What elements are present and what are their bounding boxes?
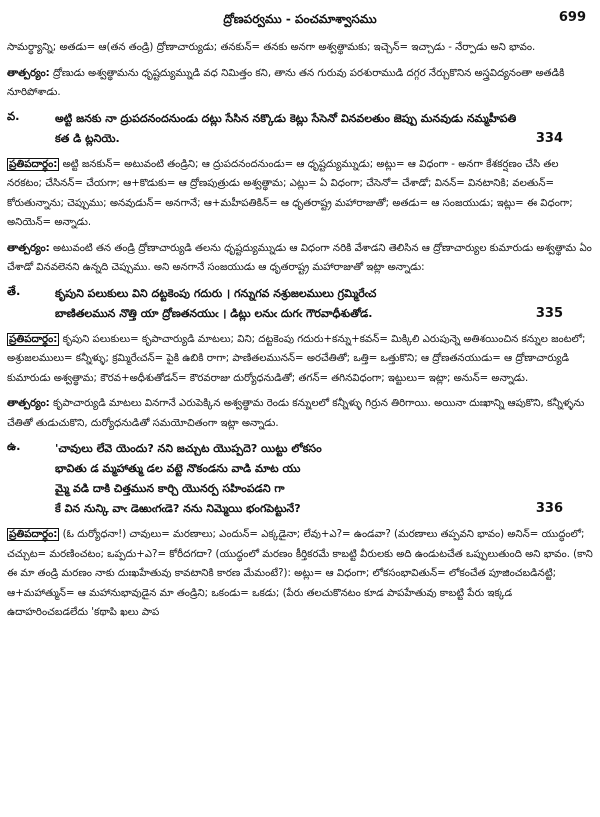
verse-number: 336 — [535, 501, 563, 516]
commentary-summary — [7, 64, 593, 103]
verse-line: కృపుని పలుకులు విని దట్టకెంపు గదురు । గన్నుగవ నశ్రుజలములు గ్రమ్మిరేఁచ — [55, 286, 377, 300]
word-meaning-text: (ఓ దుర్యోధనా!) చావులు= మరణాలు; ఎందున్= ఎక్కడైనా; లేవు+ఎ?= ఉండవా? (మరణాలు తప్పవని భావం) అనిన్= యుద్ధంలో; చచ్చుట= మరణించటం; ఒప్పదు+ఎ?= కోరీదగదా? (యుద్ధంలో మరణం కీర్తికరమే కాబట్టి వీరులకు అది ఉండుటచేత ఒప్పులుతుంది అని భావం. (కాని ఈ మా తండ్రి మరణం నాకు దుఃఖహేతువు కావటానికి కారణ మేమంటే?): అట్లు= ఆ విధంగా; లోకసంభావితున్= లోకంచేత పూజించబడినట్టి; ఆ+మహాత్మున్= ఆ మహానుభావుడైన మా తండ్రిని; ఒకండు= ఒకడు; (పేరు తలచుకొనటం కూడ పాపహేతువు కాబట్టి పేరు ఇక్కడ ఉదాహరించబడలేదు 'కథాపి ఖలు పాప — [7, 529, 593, 618]
verse-line: బాణితలమున నొత్తి యా ద్రోణతనయుఁ । డిట్లు లనుఁ దుగఁ గౌరవాధీశుతోడ. 335 — [55, 304, 593, 324]
word-meaning-text: అట్టి జనకున్= అటువంటి తండ్రిని; ఆ ద్రుపదనందనుండు= ఆ ధృష్టద్యుమ్నుడు; అట్లు= ఆ విధంగా - అనగా కేశకర్షణం చేసి తల నరకటం; చేసినన్= చేయగా; ఆ+కొడుకు= ఆ ద్రోణపుత్రుడు అశ్వత్థామ; ఎట్లు= ఏ విధంగా; చేసెనో= చేశాడో; వినన్= వినటానికి; వలతున్= కోరుతున్నాను; చెప్పుము; అనవుడున్= అనగానే; ఆ+మహీపతికిన్= ఆ ధృతరాష్ట్ర మహారాజుతో; అతడు= ఆ సంజయుడు; ఇట్లు= ఈ విధంగా; అనియెన్= అన్నాడు. — [7, 158, 573, 228]
word-meaning-text: కృపుని పలుకులు= కృపాచార్యుడి మాటలు; విని; దట్టకెంపు గదురు+కన్ను+కవన్= మిక్కిలి ఎరుపున్నె అతిశయించిన కన్నుల జంటలో; అశ్రుజలములు= కన్నీళ్ళు; క్రమ్మిరేఁచన్= పైకి ఉబికి రాగా; పాణితలమునన్= అరచేతితో; ఒత్తి= ఒత్తుకొని; ఆ ద్రోణతనయుడు= ఆ ద్రోణాచార్యుడి కుమారుడు అశ్వత్థామ; కౌరవ+అధీశుతోడన్= కౌరవరాజు దుర్యోధనుడితో; తగన్= తగినవిధంగా; ఇట్టులు= ఇట్లా; అనున్= అన్నాడు. — [7, 333, 586, 384]
word-meaning — [7, 155, 593, 233]
paragraph-continuation — [7, 38, 593, 58]
paragraph-text: సామర్థ్యాన్ని; అతడు= ఆ(తన తండ్రి) ద్రోణాచార్యుడు; తనకున్= తనకు అనగా అశ్వత్థామకు; ఇచ్చెన్= ఇచ్చాడు - నేర్పాడు అని భావం. — [7, 42, 536, 53]
word-meaning-label: ప్రతిపదార్థం: — [9, 158, 58, 170]
verse-number: 335 — [535, 305, 563, 321]
summary-label: తాత్పర్యం: — [7, 242, 50, 254]
page-number: 699 — [558, 10, 586, 25]
running-title: ద్రోణపర్వము - పంచమాశ్వాసము — [223, 12, 377, 26]
commentary-summary — [7, 394, 593, 433]
verse-335 — [7, 284, 593, 324]
verse-line: కత డి ట్లనియె. 334 — [55, 129, 593, 149]
summary-text: అటువంటి తన తండ్రి ద్రోణాచార్యుడి తలను ధృష్టద్యుమ్నుడు ఆ విధంగా నరికి వేశాడని తెలిసిన ఆ ద్రోణాచార్యుల కుమారుడు అశ్వత్థామ ఏం చేశాడో వినవలెనని ఉన్నది చెప్పుము. అని అనగానే సంజయుడు ఆ ధృతరాష్ట్ర మహారాజుతో ఇట్లా అన్నాడు: — [7, 242, 592, 273]
verse-line: కే విన నున్కి వాఁ డెఱుఁగఁడె? నను నిమ్మెయి భంగపెట్టునే? 336 — [55, 499, 593, 519]
verse-line: మ్మై వడి దాకి చిత్తమున కార్చి యొనర్ప సహింపడని గా — [55, 482, 285, 495]
verse-line: అట్టి జనకు నా ద్రుపదనందనుండు దట్లు సేసిన నక్కొడు కెట్లు సేసెనో వినవలతుం జెప్పు మనవుడు నమ్మహీపతి — [55, 111, 517, 125]
word-meaning — [7, 330, 593, 389]
verse-type: వ. — [7, 108, 20, 123]
verse-line: 'చావులు లేవె యెందు? నని జచ్చుట యొప్పదె? యిట్టు లోకసం — [55, 442, 322, 455]
word-meaning-label: ప్రతిపదార్థం: — [9, 529, 58, 540]
verse-334 — [7, 109, 593, 149]
verse-type: ఉ. — [7, 439, 21, 453]
summary-text: కృపాచార్యుడి మాటలు వినగానే ఎరుపెక్కిన అశ్వత్థామ రెండు కన్నులలో కన్నీళ్ళు గిర్రున తిరిగాయి. అయినా దుఃఖాన్ని ఆపుకొని, కన్నీళ్ళను చేతితో తుడుచుకొని, దుర్యోధనుడితో సమయోచితంగా ఇట్లా అన్నాడు. — [7, 398, 585, 429]
word-meaning-label: ప్రతిపదార్థం: — [9, 333, 58, 345]
verse-number: 334 — [535, 130, 563, 146]
verse-type: తే. — [7, 283, 21, 298]
commentary-summary — [7, 239, 593, 278]
summary-label: తాత్పర్యం: — [7, 398, 50, 409]
verse-line: భావితు డ మ్మహాత్ము డల వట్టె నొకండను వాడి మాట యు — [55, 462, 301, 475]
summary-text: ద్రోణుడు అశ్వత్థామను ధృష్టద్యుమ్నుడి వధ నిమిత్తం కని, తాను తన గురువు పరశురాముడి దగ్గర నేర్చుకొనిన అస్త్రవిద్యనంతా అతడికి నూరిపోశాడు. — [7, 67, 565, 98]
word-meaning — [7, 525, 593, 623]
page-header — [0, 10, 600, 30]
page-content — [7, 38, 593, 623]
summary-label: తాత్పర్యం: — [7, 67, 50, 79]
verse-336 — [7, 439, 593, 519]
